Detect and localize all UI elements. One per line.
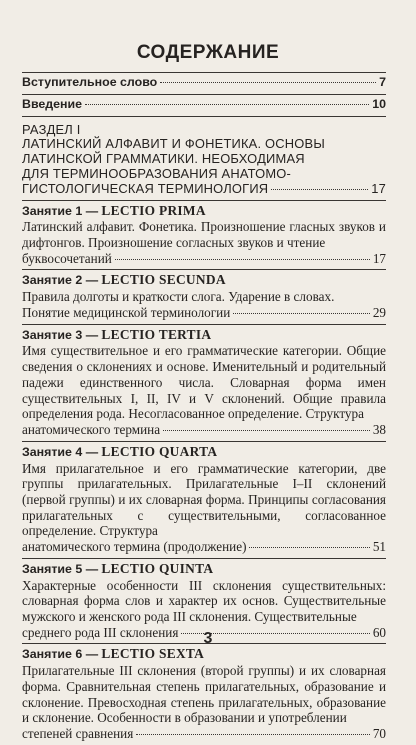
lesson-description-end: буквосочетаний	[22, 250, 112, 266]
toc-entry-lesson-2[interactable]	[22, 270, 386, 323]
lesson-latin-title: LECTIO SECUNDA	[101, 272, 226, 288]
lesson-label: Занятие 6 —	[22, 647, 99, 662]
lesson-description-end: среднего рода III склонения	[22, 624, 179, 640]
lesson-description-end: анатомического термина	[22, 422, 161, 437]
lesson-heading	[22, 561, 386, 578]
lesson-description: Прилагательные III склонения (второй группы) и их словарная форма. Сравнительная степень прилагательных, образование и склонение. Превосходная степень прилагательных, образование и склонение. Особенности в образовании и употреблении	[22, 663, 386, 726]
lesson-heading	[22, 444, 386, 461]
entry-page: 10	[372, 96, 386, 111]
lesson-heading	[22, 203, 386, 220]
section-title-line: ЛАТИНСКОЙ ГРАММАТИКИ. НЕОБХОДИМАЯ	[22, 151, 305, 167]
leader-dots	[136, 734, 370, 735]
entry-label: Введение	[22, 96, 83, 111]
leader-dots	[249, 547, 369, 548]
toc-entry-lesson-1[interactable]	[22, 201, 386, 270]
toc-entry-lesson-4[interactable]	[22, 442, 386, 558]
lesson-latin-title: LECTIO TERTIA	[101, 326, 212, 342]
lesson-description: Имя прилагательное и его грамматические категории, две группы прилагательных. Прилагательные I–II склонений (первой группы) и их словарная форма. Принципы согласования прилагательных с существительными, согласованное определение. Структура	[22, 460, 386, 539]
leader-dots	[160, 82, 376, 83]
section-label: РАЗДЕЛ I	[22, 121, 81, 137]
lesson-description-end: анатомического термина (продолжение)	[22, 539, 247, 555]
leader-dots	[233, 313, 370, 314]
lesson-heading	[22, 327, 386, 344]
toc-entry-section-1[interactable]	[22, 117, 386, 200]
page-number: 3	[203, 630, 213, 647]
lesson-label: Занятие 5 —	[22, 561, 99, 576]
section-title-line: ГИСТОЛОГИЧЕСКАЯ ТЕРМИНОЛОГИЯ	[22, 180, 269, 196]
entry-page: 38	[372, 422, 386, 437]
lesson-description: Латинский алфавит. Фонетика. Произношение гласных звуков и дифтонгов. Произношение согласных звуков и чтение	[22, 219, 386, 251]
lesson-description: Имя существительное и его грамматические категории. Общие сведения о склонениях и основе. Именительный и родительный падежи единственного числа. Словарная форма имен существительных I, II, IV и V склонений. Общие правила определения рода. Несогласованное определение. Структура	[22, 343, 386, 422]
lesson-description: Характерные особенности III склонения существительных: словарная форма слов и характер их основ. Существительные мужского и женского рода III склонения. Существительные	[22, 577, 386, 624]
lesson-latin-title: LECTIO QUINTA	[101, 560, 214, 576]
toc-entry-intro[interactable]	[22, 73, 386, 94]
lesson-heading	[22, 272, 386, 289]
entry-page: 17	[371, 180, 386, 196]
lesson-description-end: Понятие медицинской терминологии	[22, 304, 231, 320]
leader-dots	[85, 104, 369, 105]
lesson-label: Занятие 4 —	[22, 444, 99, 459]
leader-dots	[271, 189, 368, 190]
lesson-description: Правила долготы и краткости слога. Ударение в словах.	[22, 289, 335, 305]
toc-entry-lesson-3[interactable]	[22, 325, 386, 441]
entry-page: 60	[372, 624, 386, 640]
toc-entry-lesson-6[interactable]	[22, 644, 386, 744]
toc-entry-introduction[interactable]	[22, 95, 386, 116]
entry-page: 7	[379, 75, 386, 89]
section-title-line: ДЛЯ ТЕРМИНООБРАЗОВАНИЯ АНАТОМО-	[22, 165, 291, 181]
lesson-description-end: степеней сравнения	[22, 725, 134, 741]
lesson-label: Занятие 2 —	[22, 273, 99, 288]
entry-page: 29	[372, 304, 386, 320]
lesson-latin-title: LECTIO PRIMA	[101, 202, 206, 218]
lesson-latin-title: LECTIO SEXTA	[101, 646, 205, 662]
entry-page: 51	[372, 539, 386, 555]
page-title: СОДЕРЖАНИЕ	[136, 42, 280, 63]
lesson-latin-title: LECTIO QUARTA	[101, 443, 218, 459]
lesson-heading	[22, 646, 386, 663]
entry-label: Вступительное слово	[22, 75, 158, 89]
lesson-label: Занятие 1 —	[22, 203, 99, 218]
section-title-line: ЛАТИНСКИЙ АЛФАВИТ И ФОНЕТИКА. ОСНОВЫ	[22, 136, 325, 152]
entry-page: 70	[372, 725, 386, 741]
entry-page: 17	[372, 250, 386, 266]
leader-dots	[163, 430, 370, 431]
lesson-label: Занятие 3 —	[22, 327, 99, 342]
leader-dots	[115, 259, 370, 260]
